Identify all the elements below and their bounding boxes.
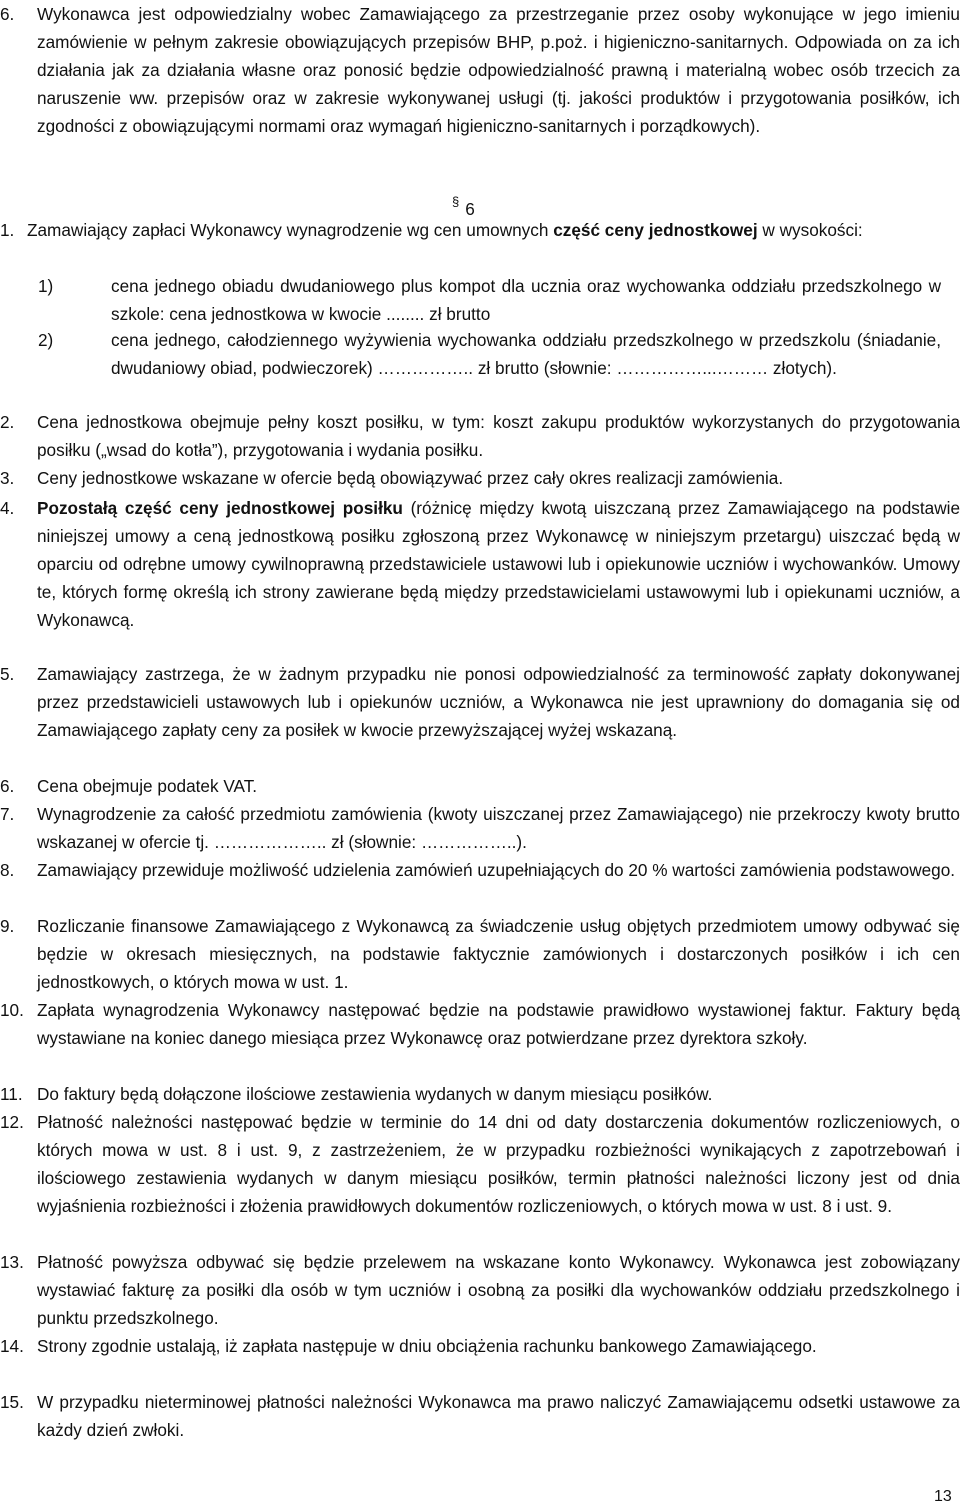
list-text: Zamawiający przewiduje możliwość udzielenia zamówień uzupełniających do 20 % wartości zamówienia podstawowego.	[37, 860, 956, 880]
list-text-bold: Pozostałą część ceny jednostkowej posiłku	[37, 498, 403, 518]
list-text: Płatność powyższa odbywać się będzie przelewem na wskazane konto Wykonawcy. Wykonawca jest zobowiązany wystawiać fakturę za posiłki dla osób w tym uczniów i osobną za posiłki dla wychowanków oddziału przedszkolnego i punktu przedszkolnego.	[37, 1252, 960, 1328]
list-text-bold: część ceny jednostkowej	[553, 220, 758, 240]
list-text: w wysokości:	[757, 220, 863, 240]
list-item-2	[0, 408, 960, 464]
list-item-6-obligations	[0, 0, 960, 140]
list-item-14	[0, 1332, 960, 1360]
list-text: Cena obejmuje podatek VAT.	[37, 776, 258, 796]
section-number: 6	[465, 199, 475, 219]
sub-text: cena jednego obiadu dwudaniowego plus kompot dla ucznia oraz wychowanka oddziału przedszkolnego w szkole: cena jednostkowa w kwocie ........ zł brutto	[111, 276, 941, 324]
list-item-1	[0, 216, 960, 244]
list-text: Rozliczanie finansowe Zamawiającego z Wykonawcą za świadczenie usług objętych przedmiotem umowy odbywać się będzie w okresach miesięcznych, na podstawie faktycznie zamówionych i dostarczonych posiłków i ich cen jednostkowych, o których mowa w ust. 1.	[37, 916, 960, 992]
list-text: Cena jednostkowa obejmuje pełny koszt posiłku, w tym: koszt zakupu produktów wykorzystanych do przygotowania posiłku („wsad do kotła”), przygotowania i wydania posiłku.	[37, 412, 960, 460]
list-item-6	[0, 772, 960, 800]
list-number: 9.	[0, 916, 15, 936]
list-item-3	[0, 464, 960, 492]
sub-number: 1)	[38, 276, 54, 296]
list-number: 12.	[0, 1112, 24, 1132]
list-number: 11.	[0, 1084, 23, 1104]
page-number: 13	[934, 1488, 952, 1505]
list-text: Zamawiający zastrzega, że w żadnym przypadku nie ponosi odpowiedzialność za terminowość zapłaty dokonywanej przez przedstawicieli ustawowych lub i opiekunów uczniów, a Wykonawca nie jest uprawniony do domagania się od Zamawiającego zapłaty ceny za posiłek w kwocie przewyższającej wyżej wskazaną.	[37, 664, 960, 740]
list-text: Strony zgodnie ustalają, iż zapłata następuje w dniu obciążenia rachunku bankowego Zamawiającego.	[37, 1336, 817, 1356]
list-number: 14.	[0, 1336, 24, 1356]
list-item-11	[0, 1080, 960, 1108]
list-text: Do faktury będą dołączone ilościowe zestawienia wydanych w danym miesiącu posiłków.	[37, 1084, 713, 1104]
list-number: 13.	[0, 1252, 24, 1272]
list-number: 7.	[0, 804, 15, 824]
list-item-15	[0, 1388, 960, 1444]
list-number: 15.	[0, 1392, 24, 1412]
list-item-8	[0, 856, 960, 884]
list-item-13	[0, 1248, 960, 1332]
list-number: 2.	[0, 412, 15, 432]
sub-number: 2)	[38, 330, 54, 350]
list-item-5	[0, 660, 960, 744]
list-number: 5.	[0, 664, 15, 684]
list-number: 4.	[0, 498, 15, 518]
sub-item-2	[38, 326, 941, 382]
list-text: Ceny jednostkowe wskazane w ofercie będą obowiązywać przez cały okres realizacji zamówienia.	[37, 468, 784, 488]
list-text: Wykonawca jest odpowiedzialny wobec Zamawiającego za przestrzeganie przez osoby wykonujące w jego imieniu zamówienie w pełnym zakresie obowiązujących przepisów BHP, p.poż. i higieniczno-sanitarnych. Odpowiada on za ich działania jak za działania własne oraz ponosić będzie odpowiedzialność prawną i materialną wobec osób trzecich za naruszenie ww. przepisów oraz w zakresie wykonywanej usługi (tj. jakości produktów i przygotowania posiłków, ich zgodności z obowiązującymi normami oraz wymagań higieniczno-sanitarnych i porządkowych).	[37, 4, 960, 136]
sub-item-1	[38, 272, 941, 328]
list-number: 6.	[0, 776, 15, 796]
list-item-12	[0, 1108, 960, 1220]
list-number: 1.	[0, 220, 15, 240]
list-text: Wynagrodzenie za całość przedmiotu zamówienia (kwoty uiszczanej przez Zamawiającego) nie przekroczy kwoty brutto wskazanej w ofercie tj. ……………….. zł (słownie: ……………..).	[37, 804, 960, 852]
list-number: 6.	[0, 4, 15, 24]
list-item-7	[0, 800, 960, 856]
list-number: 8.	[0, 860, 15, 880]
sub-text: cena jednego, całodziennego wyżywienia wychowanka oddziału przedszkolnego w przedszkolu (śniadanie, dwudaniowy obiad, podwieczorek) …………….. zł brutto (słownie: ……………...……… złotych).	[111, 330, 941, 378]
list-text: Zamawiający zapłaci Wykonawcy wynagrodzenie wg cen umownych	[27, 220, 554, 240]
list-text: Zapłata wynagrodzenia Wykonawcy następować będzie na podstawie prawidłowo wystawionej faktur. Faktury będą wystawiane na koniec danego miesiąca przez Wykonawcę oraz potwierdzane przez dyrektora szkoły.	[37, 1000, 960, 1048]
list-item-10	[0, 996, 960, 1052]
list-text: Płatność należności następować będzie w terminie do 14 dni od daty dostarczenia dokumentów rozliczeniowych, o których mowa w ust. 8 i ust. 9, z zastrzeżeniem, że w przypadku rozbieżności wynikających z zapotrzebowań i ilościowego zestawienia wydanych w danym miesiącu posiłków, termin płatności należności liczony jest od dnia wyjaśnienia rozbieżności i złożenia prawidłowych dokumentów rozliczeniowych, o których mowa w ust. 8 i ust. 9.	[37, 1112, 960, 1216]
list-text: (różnicę między kwotą uiszczaną przez Zamawiającego na podstawie niniejszej umowy a ceną jednostkową posiłku zgłoszoną przez Wykonawcę w niniejszym przetargu) uiszczać będą w oparciu od odrębne umowy cywilnoprawną przedstawiciele ustawowi lub i opiekunowie uczniów i wychowanków. Umowy te, których formę określą ich strony zawierane będą między przedstawicielami ustawowymi lub i opiekunami uczniów, a Wykonawcą.	[37, 498, 960, 630]
list-number: 10.	[0, 1000, 24, 1020]
list-item-9	[0, 912, 960, 996]
section-mark: §	[452, 194, 460, 209]
list-text: W przypadku nieterminowej płatności należności Wykonawca ma prawo naliczyć Zamawiającemu odsetki ustawowe za każdy dzień zwłoki.	[37, 1392, 960, 1440]
list-item-4	[0, 494, 960, 634]
list-number: 3.	[0, 468, 15, 488]
